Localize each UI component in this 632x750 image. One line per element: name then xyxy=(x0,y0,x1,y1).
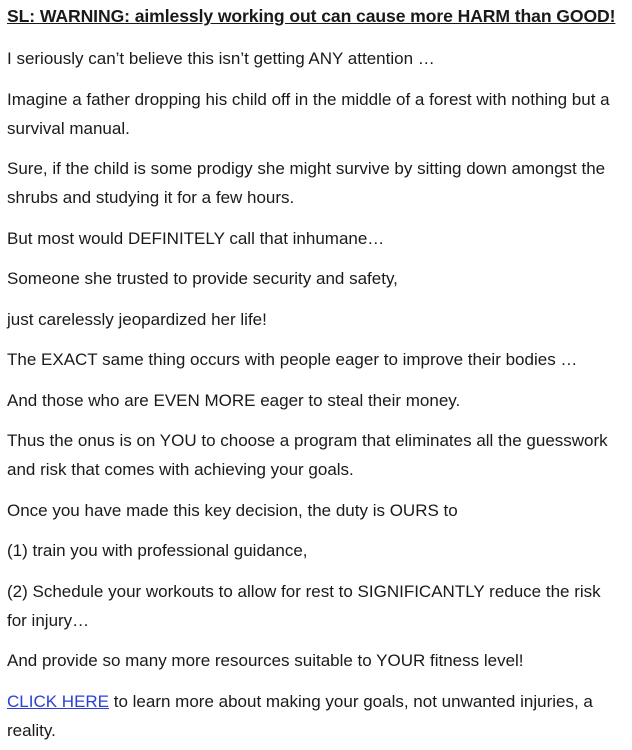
paragraph-9: Thus the onus is on YOU to choose a program that eliminates all the guesswork and risk that comes with achieving your goals. xyxy=(7,431,608,479)
paragraph-3: Sure, if the child is some prodigy she might survive by sitting down amongst the shrubs and studying it for a few hours. xyxy=(7,159,606,207)
cta-text: to learn more about making your goals, not unwanted injuries, a reality. xyxy=(7,691,593,740)
paragraph-8: And those who are EVEN MORE eager to steal their money. xyxy=(7,390,461,410)
paragraph-11: (1) train you with professional guidance, xyxy=(7,541,308,560)
paragraph-10: Once you have made this key decision, the duty is OURS to xyxy=(7,500,458,520)
email-subject: SL: WARNING: aimlessly working out can cause more HARM than GOOD! xyxy=(7,6,616,26)
paragraph-7: The EXACT same thing occurs with people eager to improve their bodies … xyxy=(7,350,578,369)
click-here-link[interactable]: CLICK HERE xyxy=(7,691,110,711)
paragraph-6: just carelessly jeopardized her life! xyxy=(7,309,267,329)
paragraph-2: Imagine a father dropping his child off in the middle of a forest with nothing but a survival manual. xyxy=(7,89,610,138)
paragraph-13: And provide so many more resources suitable to YOUR fitness level! xyxy=(7,651,524,670)
paragraph-5: Someone she trusted to provide security and safety, xyxy=(7,269,398,288)
paragraph-4: But most would DEFINITELY call that inhumane… xyxy=(7,228,385,248)
cta-paragraph xyxy=(7,687,624,745)
paragraph-1: I seriously can’t believe this isn’t getting ANY attention … xyxy=(7,49,435,68)
paragraph-12: (2) Schedule your workouts to allow for rest to SIGNIFICANTLY reduce the risk for injury… xyxy=(7,581,601,630)
